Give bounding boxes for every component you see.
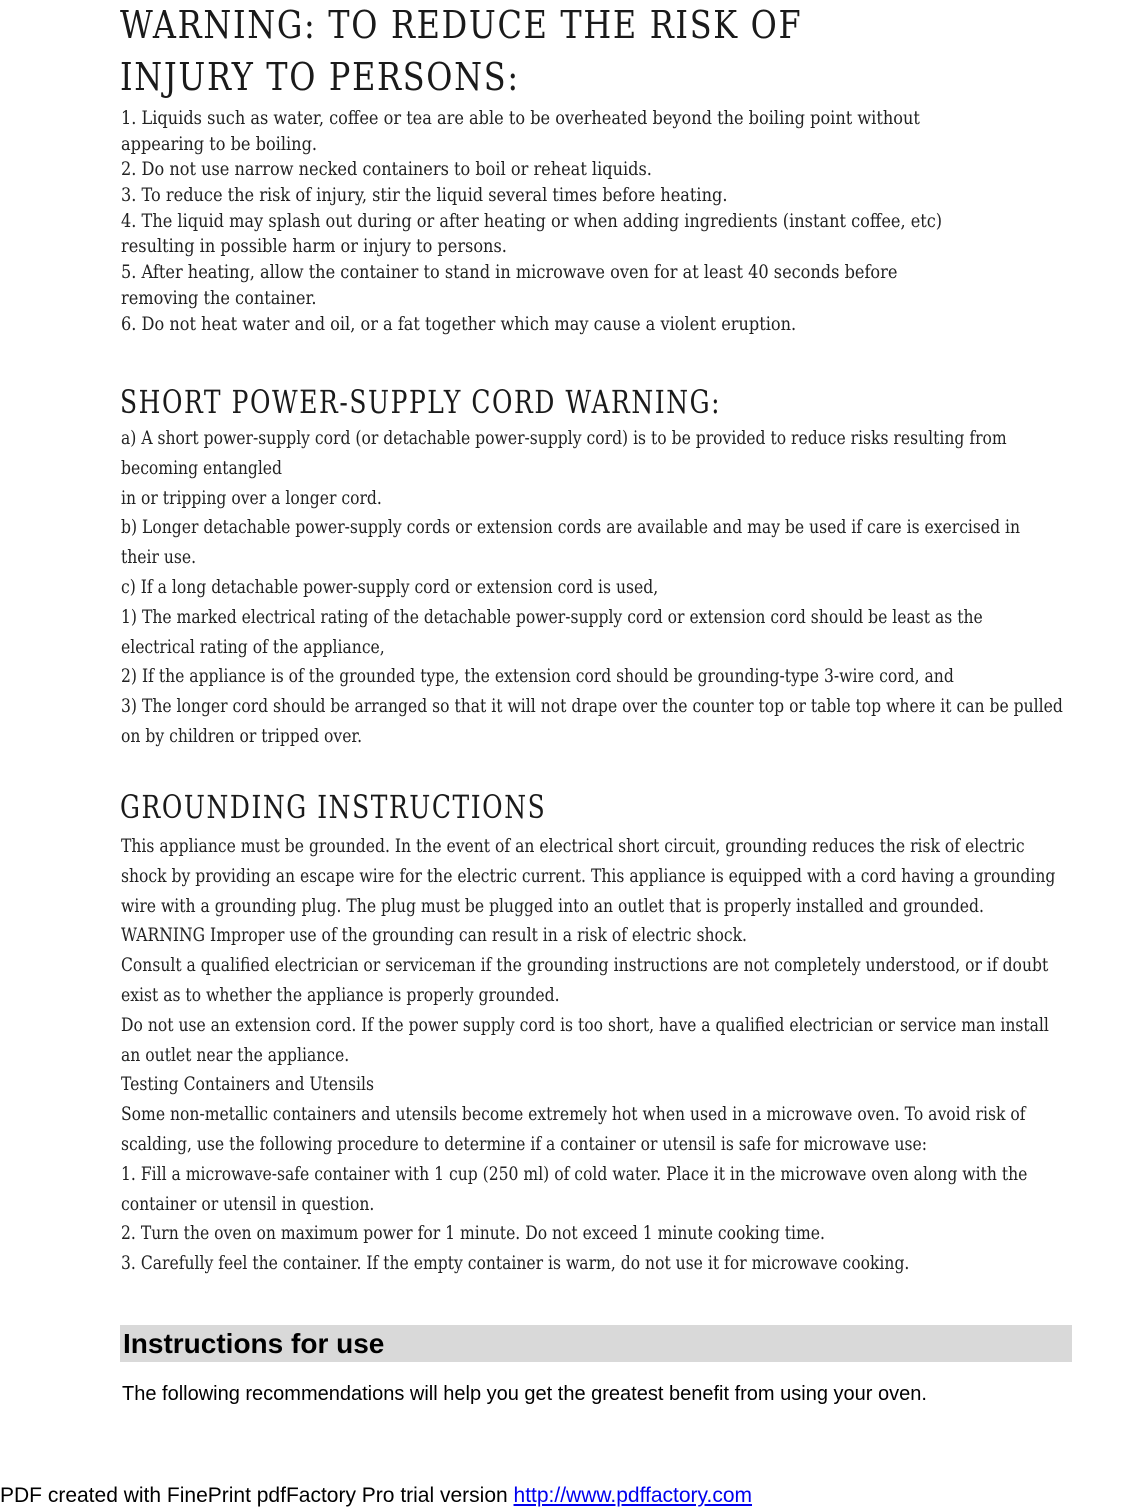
instructions-heading-bar <box>120 1325 1072 1362</box>
warning-line: 2. Do not use narrow necked containers to boil or reheat liquids. <box>121 158 652 181</box>
warning-list <box>121 106 1087 337</box>
warning-line: 5. After heating, allow the container to stand in microwave oven for at least 40 seconds before <box>121 261 898 284</box>
cord-warning-line: 1) The marked electrical rating of the detachable power-supply cord or extension cord should be least as the <box>121 605 983 628</box>
warning-line: 4. The liquid may splash out during or after heating or when adding ingredients (instant coffee, etc) <box>121 209 943 232</box>
grounding-line: wire with a grounding plug. The plug must be plugged into an outlet that is properly installed and grounded. <box>121 894 984 917</box>
grounding-heading: GROUNDING INSTRUCTIONS <box>120 788 547 826</box>
warning-line: 6. Do not heat water and oil, or a fat together which may cause a violent eruption. <box>121 312 797 335</box>
grounding-line: WARNING Improper use of the grounding can result in a risk of electric shock. <box>121 924 747 947</box>
grounding-line: container or utensil in question. <box>121 1192 375 1215</box>
grounding-line: an outlet near the appliance. <box>121 1043 350 1066</box>
grounding-line: 3. Carefully feel the container. If the empty container is warm, do not use it for microwave cooking. <box>121 1252 910 1275</box>
instructions-title: Instructions for use <box>123 1328 385 1359</box>
cord-warning-list <box>121 424 1142 752</box>
cord-warning-line: c) If a long detachable power-supply cord or extension cord is used, <box>121 575 659 598</box>
pdf-footer <box>0 1482 752 1510</box>
footer-link[interactable]: http://www.pdffactory.com <box>513 1484 753 1507</box>
warning-line: 3. To reduce the risk of injury, stir the liquid several times before heating. <box>121 184 728 207</box>
warning-line: appearing to be boiling. <box>121 132 318 155</box>
grounding-line: exist as to whether the appliance is properly grounded. <box>121 983 560 1006</box>
cord-warning-line: 3) The longer cord should be arranged so that it will not drape over the counter top or table top where it can be pulled <box>121 695 1063 718</box>
warning-heading-line2: INJURY TO PERSONS: <box>120 55 520 99</box>
cord-warning-heading: SHORT POWER-SUPPLY CORD WARNING: <box>120 383 722 421</box>
grounding-line: 2. Turn the oven on maximum power for 1 minute. Do not exceed 1 minute cooking time. <box>121 1222 825 1245</box>
footer-text: PDF created with FinePrint pdfFactory Pro trial version <box>0 1484 514 1507</box>
grounding-list <box>121 832 1142 1279</box>
instructions-body: The following recommendations will help you get the greatest benefit from using your oven. <box>122 1383 927 1405</box>
grounding-line: Consult a qualified electrician or serviceman if the grounding instructions are not completely understood, or if doubt <box>121 954 1049 977</box>
grounding-line: scalding, use the following procedure to determine if a container or utensil is safe for microwave use: <box>121 1132 927 1155</box>
cord-warning-line: electrical rating of the appliance, <box>121 635 385 658</box>
cord-warning-line: b) Longer detachable power-supply cords or extension cords are available and may be used if care is exercised in <box>121 516 1021 539</box>
cord-warning-line: on by children or tripped over. <box>121 724 363 747</box>
grounding-line: This appliance must be grounded. In the event of an electrical short circuit, grounding reduces the risk of electric <box>121 835 1025 857</box>
grounding-line: 1. Fill a microwave-safe container with 1 cup (250 ml) of cold water. Place it in the microwave oven along with the <box>121 1162 1028 1185</box>
grounding-line: shock by providing an escape wire for the electric current. This appliance is equipped with a cord having a grounding <box>121 864 1056 887</box>
cord-warning-line: 2) If the appliance is of the grounded type, the extension cord should be grounding-type 3-wire cord, and <box>121 665 954 688</box>
warning-heading-line1: WARNING: TO REDUCE THE RISK OF <box>120 3 803 47</box>
grounding-line: Testing Containers and Utensils <box>121 1073 374 1096</box>
grounding-line: Some non-metallic containers and utensils become extremely hot when used in a microwave oven. To avoid risk of <box>121 1103 1026 1126</box>
grounding-line: Do not use an extension cord. If the power supply cord is too short, have a qualified electrician or service man install <box>121 1013 1049 1036</box>
cord-warning-line: becoming entangled <box>121 456 283 479</box>
warning-line: removing the container. <box>121 286 317 309</box>
cord-warning-line: their use. <box>121 546 197 569</box>
warning-line: 1. Liquids such as water, coffee or tea are able to be overheated beyond the boiling point without <box>121 107 920 129</box>
cord-warning-line: in or tripping over a longer cord. <box>121 486 382 509</box>
cord-warning-line: a) A short power-supply cord (or detachable power-supply cord) is to be provided to reduce risks resulting from <box>121 427 1007 449</box>
warning-line: resulting in possible harm or injury to persons. <box>121 235 507 258</box>
